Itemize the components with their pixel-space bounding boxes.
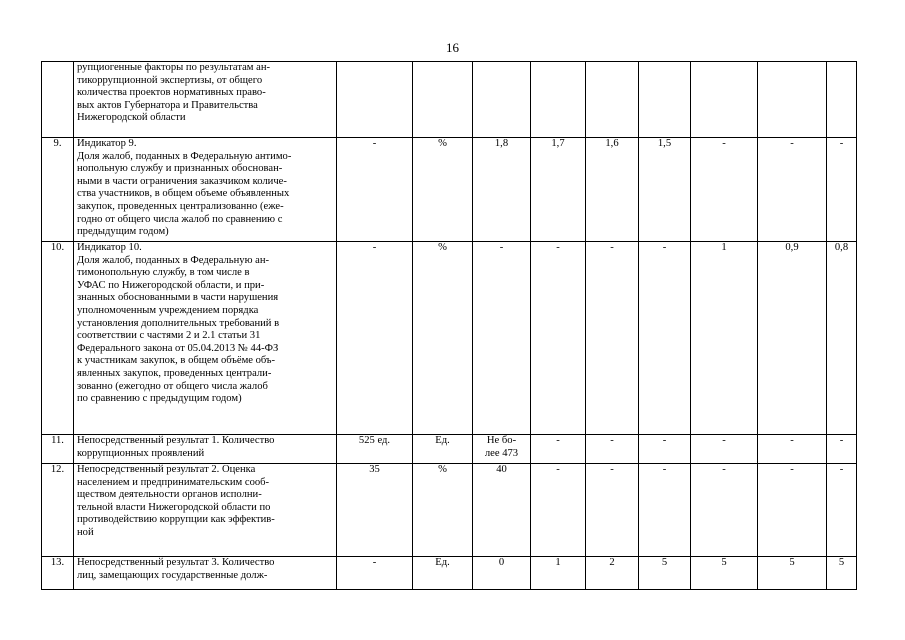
indicator-name-line: Непосредственный результат 2. Оценка <box>77 464 256 475</box>
indicator-name-line: установления дополнительных требований в <box>77 317 280 329</box>
value-cell: - <box>337 242 413 435</box>
page-number: 16 <box>446 40 459 55</box>
indicator-name-line: годно от общего числа жалоб по сравнению с <box>77 213 283 225</box>
indicator-name <box>74 464 337 557</box>
row-number: 9. <box>42 138 74 242</box>
value-cell: 35 <box>337 464 413 557</box>
value-cell: Ед. <box>413 557 473 590</box>
value-cell: 1,6 <box>586 138 639 242</box>
indicator-name-line: Непосредственный результат 1. Количество <box>77 435 275 446</box>
value-cell: 1,7 <box>531 138 586 242</box>
indicator-name-line: закупок, проведенных централизованно (еже- <box>77 200 284 212</box>
indicator-name-line: тикоррупционной экспертизы, от общего <box>77 74 263 86</box>
indicator-name-line: вых актов Губернатора и Правительства <box>77 99 258 111</box>
value-cell: - <box>337 138 413 242</box>
indicator-name-line: зованно (ежегодно от общего числа жалоб <box>77 380 268 392</box>
value-cell: 5 <box>758 557 827 590</box>
value-cell: 5 <box>639 557 691 590</box>
value-cell <box>531 62 586 138</box>
indicator-name-line: уполномоченным учреждением порядка <box>77 304 259 316</box>
value-cell: - <box>531 242 586 435</box>
indicator-name-line: Доля жалоб, поданных в Федеральную антимо- <box>77 150 292 162</box>
value-cell: - <box>827 464 857 557</box>
indicator-name-line: рупциогенные факторы по результатам ан- <box>77 62 271 73</box>
value-cell: - <box>691 138 758 242</box>
value-cell <box>413 62 473 138</box>
indicator-name-line: Федерального закона от 05.04.2013 № 44-ФЗ <box>77 342 279 354</box>
indicator-name-line: ществом деятельности органов исполни- <box>77 489 262 501</box>
row-number: 13. <box>42 557 74 590</box>
value-cell: - <box>586 242 639 435</box>
indicator-name-line: явленных закупок, проведенных централи- <box>77 367 272 379</box>
row-number: 12. <box>42 464 74 557</box>
value-cell: 5 <box>827 557 857 590</box>
indicator-name-line: тимонопольную службу, в том числе в <box>77 267 250 279</box>
value-cell: 1,5 <box>639 138 691 242</box>
value-cell: - <box>531 464 586 557</box>
indicator-name <box>74 242 337 435</box>
value-cell: - <box>473 242 531 435</box>
value-cell: - <box>586 435 639 464</box>
indicator-name-line: УФАС по Нижегородской области, и при- <box>77 279 265 291</box>
indicator-name-line: населением и предпринимательским сооб- <box>77 476 270 488</box>
value-cell: - <box>758 464 827 557</box>
indicator-name-line: ными в части ограничения заказчиком количе- <box>77 175 287 187</box>
row-number: 11. <box>42 435 74 464</box>
indicator-name-line: Доля жалоб, поданных в Федеральную ан- <box>77 254 270 266</box>
indicator-name <box>74 62 337 138</box>
table-row <box>42 435 857 464</box>
indicator-name-line: соответствии с частями 2 и 2.1 статьи 31 <box>77 330 261 342</box>
row-number <box>42 62 74 138</box>
value-cell: - <box>758 138 827 242</box>
indicator-name-line: ной <box>77 526 94 538</box>
table-row <box>42 464 857 557</box>
table-body <box>42 62 857 590</box>
value-cell: - <box>827 138 857 242</box>
indicator-name <box>74 557 337 590</box>
value-cell: 0,9 <box>758 242 827 435</box>
indicator-name-line: тельной власти Нижегородской области по <box>77 501 271 513</box>
indicator-name-line: нопольную службу и признанных обоснован- <box>77 163 283 175</box>
indicators-table <box>41 61 857 590</box>
value-cell: 1 <box>531 557 586 590</box>
value-cell: - <box>639 435 691 464</box>
value-cell: 5 <box>691 557 758 590</box>
value-cell: 0 <box>473 557 531 590</box>
value-cell: % <box>413 242 473 435</box>
value-cell <box>473 62 531 138</box>
table-row <box>42 138 857 242</box>
value-cell: 1 <box>691 242 758 435</box>
indicator-name-line: к участникам закупок, в общем объёме объ- <box>77 355 276 367</box>
value-cell: % <box>413 138 473 242</box>
indicator-name-line: Нижегородской области <box>77 112 186 124</box>
value-cell: - <box>827 435 857 464</box>
value-cell: - <box>337 557 413 590</box>
row-number: 10. <box>42 242 74 435</box>
value-cell: Не бо- лее 473 <box>473 435 531 464</box>
indicator-name-line: по сравнению с предыдущим годом) <box>77 393 242 405</box>
value-cell <box>639 62 691 138</box>
indicator-name-line: знанных обоснованными в части нарушения <box>77 292 279 304</box>
table-row <box>42 242 857 435</box>
indicator-name-line: количества проектов нормативных право- <box>77 87 266 99</box>
value-cell: % <box>413 464 473 557</box>
value-cell: - <box>639 464 691 557</box>
value-cell: 525 ед. <box>337 435 413 464</box>
value-cell <box>827 62 857 138</box>
indicator-name-line: коррупционных проявлений <box>77 447 205 459</box>
value-cell: - <box>531 435 586 464</box>
value-cell: - <box>691 464 758 557</box>
value-cell: - <box>691 435 758 464</box>
value-cell: 2 <box>586 557 639 590</box>
value-cell: 0,8 <box>827 242 857 435</box>
indicator-name-line: Индикатор 10. <box>77 242 142 253</box>
value-cell: - <box>758 435 827 464</box>
indicator-name-line: ства участников, в общем объеме объявленных <box>77 188 290 200</box>
table-row <box>42 557 857 590</box>
indicator-name <box>74 435 337 464</box>
value-cell: 1,8 <box>473 138 531 242</box>
indicator-name-line: лиц, замещающих государственные долж- <box>77 569 268 581</box>
value-cell: Ед. <box>413 435 473 464</box>
value-cell: - <box>586 464 639 557</box>
value-cell <box>691 62 758 138</box>
value-cell: - <box>639 242 691 435</box>
value-cell <box>586 62 639 138</box>
indicator-name-line: предыдущим годом) <box>77 226 169 238</box>
value-cell <box>337 62 413 138</box>
value-cell <box>758 62 827 138</box>
indicator-name-line: противодействию коррупции как эффектив- <box>77 514 275 526</box>
indicator-name-line: Непосредственный результат 3. Количество <box>77 557 275 568</box>
indicator-name-line: Индикатор 9. <box>77 138 137 149</box>
table-row <box>42 62 857 138</box>
indicator-name <box>74 138 337 242</box>
value-cell: 40 <box>473 464 531 557</box>
